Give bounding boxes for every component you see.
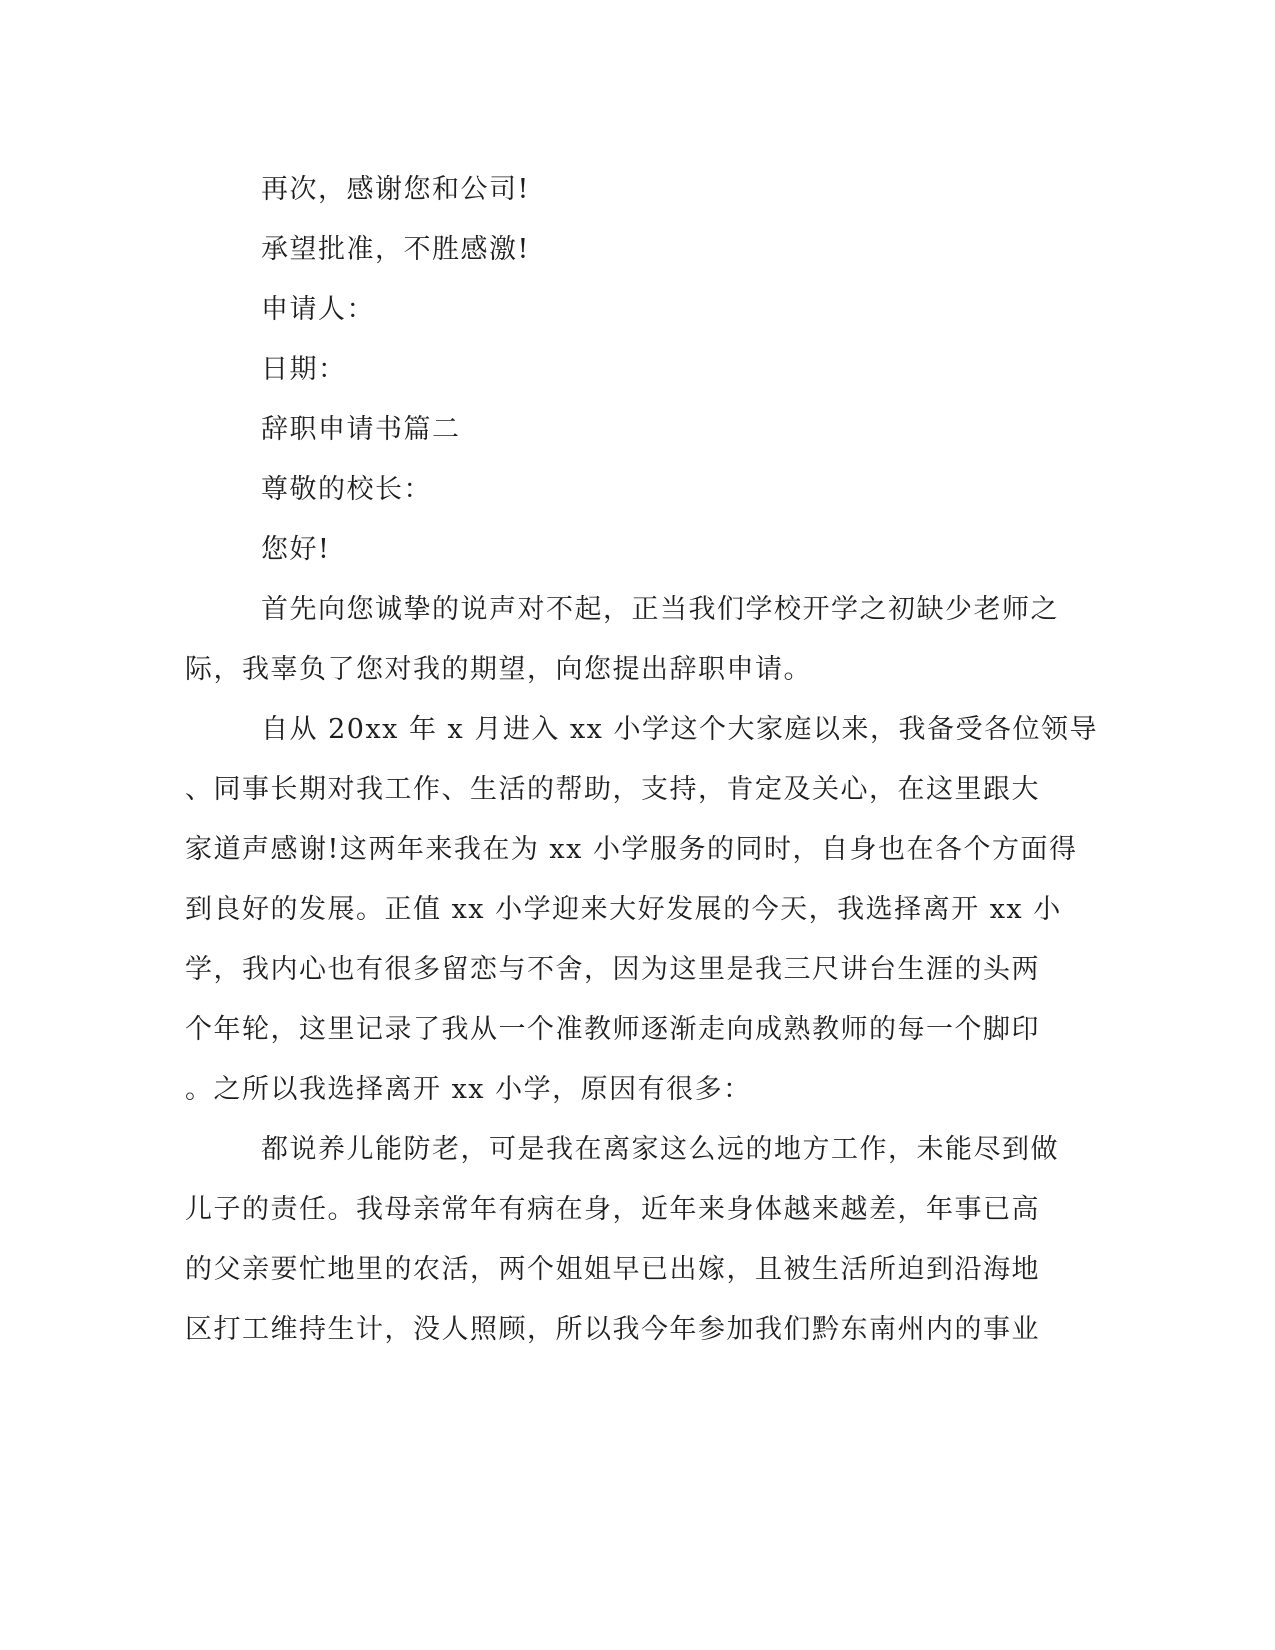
paragraph-line: 学，我内心也有很多留恋与不舍，因为这里是我三尺讲台生涯的头两 — [185, 954, 1040, 985]
paragraph-line: 到良好的发展。正值 xx 小学迎来大好发展的今天，我选择离开 xx 小 — [185, 894, 1062, 925]
greeting: 您好! — [261, 534, 331, 565]
section-title: 辞职申请书篇二 — [261, 414, 461, 445]
paragraph-line: 个年轮，这里记录了我从一个准教师逐渐走向成熟教师的每一个脚印 — [185, 1014, 1040, 1045]
paragraph-line: 儿子的责任。我母亲常年有病在身，近年来身体越来越差，年事已高 — [185, 1194, 1040, 1225]
paragraph-line: 首先向您诚挚的说声对不起，正当我们学校开学之初缺少老师之 — [261, 594, 1059, 625]
closing-request-line: 承望批准，不胜感激! — [261, 234, 530, 265]
paragraph-line: 、同事长期对我工作、生活的帮助，支持，肯定及关心，在这里跟大 — [185, 774, 1040, 805]
paragraph-line: 的父亲要忙地里的农活，两个姐姐早已出嫁，且被生活所迫到沿海地 — [185, 1254, 1040, 1285]
paragraph-line: 家道声感谢!这两年来我在为 xx 小学服务的同时，自身也在各个方面得 — [185, 834, 1078, 865]
salutation: 尊敬的校长： — [261, 474, 432, 505]
paragraph-line: 际，我辜负了您对我的期望，向您提出辞职申请。 — [185, 654, 812, 685]
date-label: 日期： — [261, 354, 347, 385]
paragraph-line: 区打工维持生计，没人照顾，所以我今年参加我们黔东南州内的事业 — [185, 1314, 1040, 1345]
document-body — [185, 160, 1098, 1360]
paragraph-line: 都说养儿能防老，可是我在离家这么远的地方工作，未能尽到做 — [261, 1134, 1059, 1165]
closing-thanks-line: 再次，感谢您和公司! — [261, 174, 530, 205]
paragraph-line: 自从 20xx 年 x 月进入 xx 小学这个大家庭以来，我备受各位领导 — [261, 714, 1098, 745]
paragraph-line: 。之所以我选择离开 xx 小学，原因有很多： — [185, 1074, 752, 1105]
applicant-label: 申请人： — [261, 294, 375, 325]
